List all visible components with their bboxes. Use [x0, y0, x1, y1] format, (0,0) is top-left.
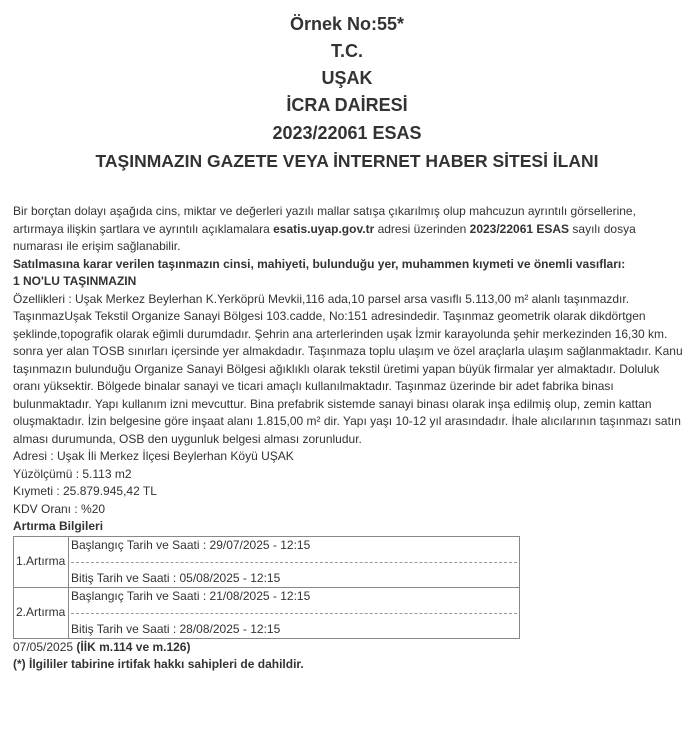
auction-start-2: Başlangıç Tarih ve Saati : 21/08/2025 - 12:15 — [71, 588, 311, 603]
case-reference: 2023/22061 ESAS — [469, 221, 570, 236]
footer-line — [13, 639, 685, 657]
sample-number: Örnek No:55* — [289, 14, 405, 34]
auction-label-2: 2.Artırma — [14, 587, 69, 638]
auction-end-1: Bitiş Tarih ve Saati : 05/08/2025 - 12:15 — [71, 570, 281, 585]
property-heading: 1 NO'LU TAŞINMAZIN — [13, 274, 137, 288]
auction-dates-1 — [69, 536, 520, 587]
property-address: Adresi : Uşak İli Merkez İlçesi Beylerhan Köyü UŞAK — [13, 449, 294, 463]
notice-title: TAŞINMAZIN GAZETE VEYA İNTERNET HABER SİTESİ İLANI — [95, 151, 599, 171]
auction-start-1: Başlangıç Tarih ve Saati : 29/07/2025 - 12:15 — [71, 537, 311, 552]
property-vat: KDV Oranı : %20 — [13, 501, 106, 516]
dashed-divider — [71, 613, 517, 614]
intro-part-2: adresi üzerinden — [374, 221, 470, 236]
property-features: Özellikleri : Uşak Merkez Beylerhan K.Yerköprü Mevkii,116 ada,10 parsel arsa vasıflı 5.113,00 m² alanlı taşınmazdır. TaşınmazUşak Tekstil Organize Sanayi Bölgesi 103.cadde, No:151 adresindedir. Taşınmaz geometrik olarak dikdörtgen şeklinde,topografik olarak eğimli durumdadır. Şehrin ana arterlerinden uşak İzmir karayolunda şehir merkezinden 16,30 km. sonra yer alan TOSB sınırları içersinde yer almakdadır. Taşınmaza toplu ulaşım ve özel araçlarla ulaşım sağlanmaktadır. Kanu taşınmazın bulunduğu Organize Sanayi Bölgesi ağıklıklı olarak tekstil üretimi yapan büyük firmalar yer almaktadır. Doluluk oranı yüksektir. Bölgede binalar sanayi ve ticari amaçlı kullanılmaktadır. Taşınmaz üzerinde bir adet fabrika binası bulunmaktadır. Yapı kullanım izni mevcuttur. Bina prefabrik sistemde sanayi binası olarak inşa edilmiş olup, zemin kattan oluşmaktadır. İzin belgesine göre inşaat alanı 1.815,00 m² dir. Yapı yaşı 10-12 yıl arasındadır. İhale alıcılarının taşınmazı satın alması durumunda, OSB den uygunluk belgesi alması zorunludur. — [13, 291, 683, 446]
auction-row-1 — [14, 536, 520, 587]
esatis-site-link[interactable]: esatis.uyap.gov.tr — [273, 221, 375, 236]
intro-part-3: sayılı dosya numarası ile erişim sağlanabilir. — [13, 221, 636, 253]
section-heading: Satılmasına karar verilen taşınmazın cinsi, mahiyeti, bulunduğu yer, muhammen kıymeti ve önemli vasıfları: — [13, 256, 626, 271]
intro-part-1: Bir borçtan dolayı aşağıda cins, miktar ve değerleri yazılı mallar satışa çıkarılmış olup mahcuzun ayrıntılı görsellerine, artırmaya ilişkin şartlara ve ayrıntılı açıklamalara — [13, 204, 636, 236]
auction-table — [13, 536, 520, 639]
case-number-line: 2023/22061 ESAS — [272, 123, 422, 143]
footnote: (*) İlgililer tabirine irtifak hakkı sahipleri de dahildir. — [13, 657, 304, 671]
city-line: UŞAK — [321, 68, 373, 88]
auction-dates-2 — [69, 587, 520, 638]
auction-row-2 — [14, 587, 520, 638]
intro-paragraph — [13, 203, 685, 256]
dashed-divider — [71, 562, 517, 563]
notice-body — [13, 203, 685, 674]
country-line: T.C. — [330, 41, 363, 61]
auction-label-1: 1.Artırma — [14, 536, 69, 587]
office-line: İCRA DAİRESİ — [286, 95, 408, 115]
footer-date: 07/05/2025 — [13, 639, 77, 654]
property-value: Kıymeti : 25.879.945,42 TL — [13, 484, 157, 498]
auction-end-2: Bitiş Tarih ve Saati : 28/08/2025 - 12:15 — [71, 621, 281, 636]
auction-heading: Artırma Bilgileri — [13, 519, 104, 533]
law-reference: (İİK m.114 ve m.126) — [76, 639, 191, 654]
property-area: Yüzölçümü : 5.113 m2 — [13, 466, 132, 481]
